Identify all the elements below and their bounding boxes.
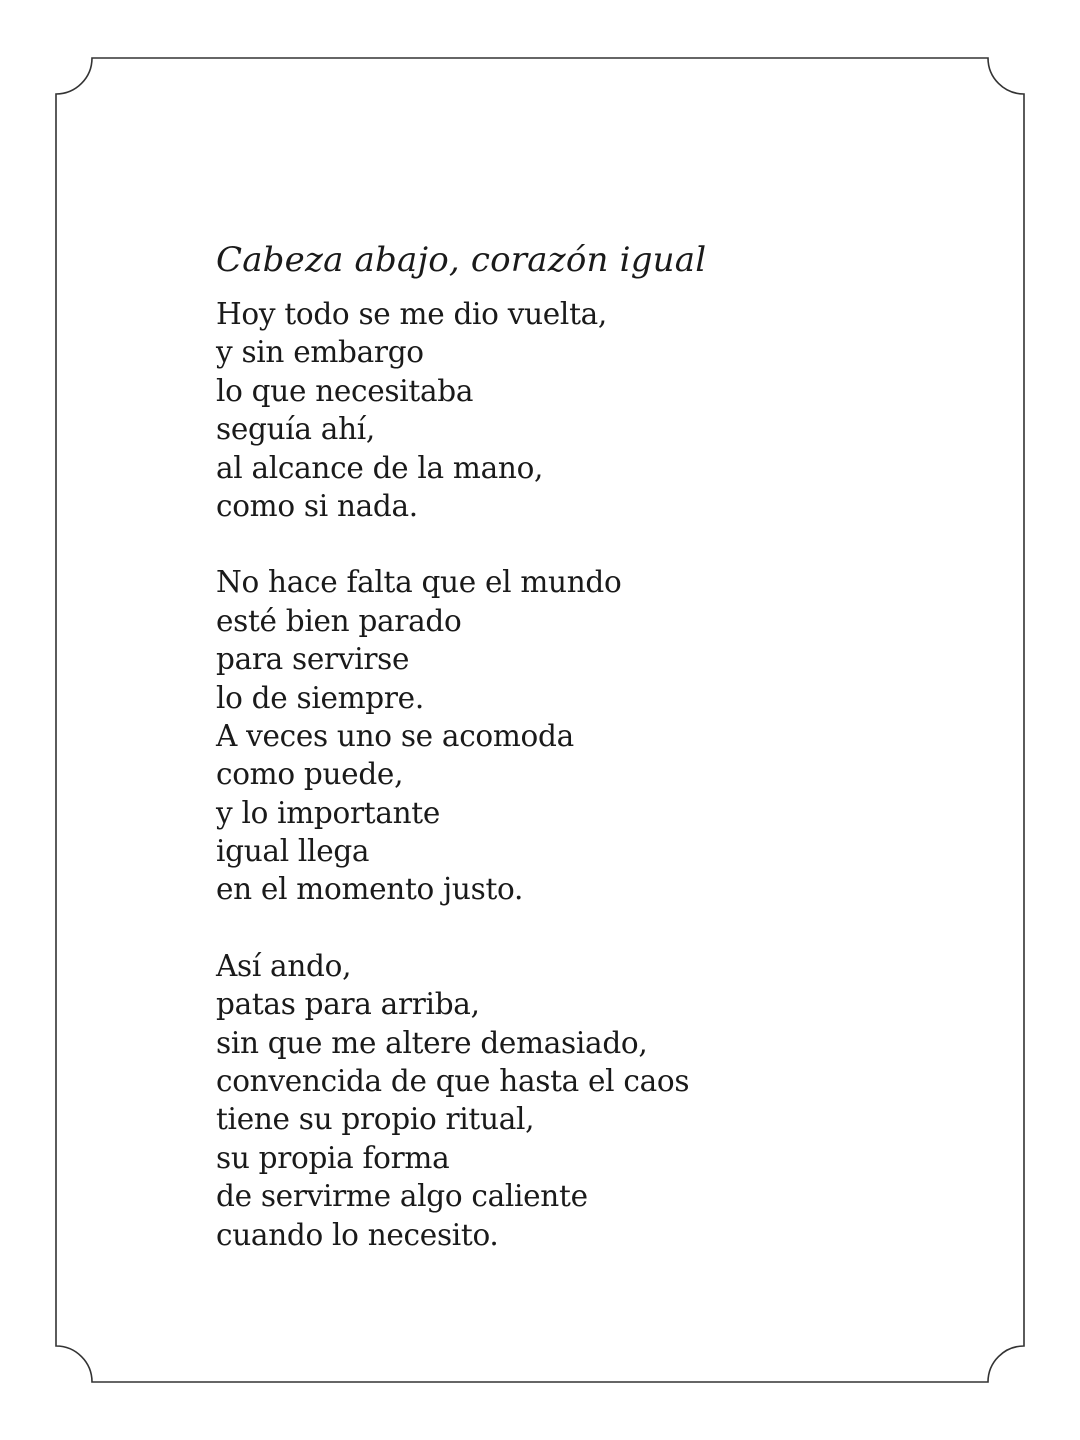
poem-title: Cabeza abajo, corazón igual <box>216 240 707 280</box>
verse-line: Así ando, <box>216 948 352 983</box>
verse-line: de servirme algo caliente <box>216 1179 588 1214</box>
stanza-3 <box>216 947 976 1254</box>
verse-line: sin que me altere demasiado, <box>216 1025 648 1060</box>
verse-line: convencida de que hasta el caos <box>216 1064 690 1099</box>
verse-line: como si nada. <box>216 488 418 523</box>
verse-line: esté bien parado <box>216 603 462 638</box>
stanza-2 <box>216 563 976 909</box>
verse-line: en el momento justo. <box>216 872 524 907</box>
verse-line: seguía ahí, <box>216 412 375 447</box>
verse-line: como puede, <box>216 757 404 792</box>
verse-line: y lo importante <box>216 795 441 830</box>
verse-line: al alcance de la mano, <box>216 450 544 485</box>
verse-line: tiene su propio ritual, <box>216 1102 535 1137</box>
poem <box>216 236 976 1292</box>
verse-line: No hace falta que el mundo <box>216 565 622 600</box>
verse-line: cuando lo necesito. <box>216 1217 499 1252</box>
verse-line: A veces uno se acomoda <box>216 718 574 753</box>
verse-line: igual llega <box>216 834 370 869</box>
verse-line: lo que necesitaba <box>216 373 474 408</box>
verse-line: patas para arriba, <box>216 987 480 1022</box>
verse-line: para servirse <box>216 642 410 677</box>
verse-line: y sin embargo <box>216 335 424 370</box>
verse-line: su propia forma <box>216 1140 450 1175</box>
stanza-1 <box>216 295 976 525</box>
verse-line: Hoy todo se me dio vuelta, <box>216 297 607 331</box>
verse-line: lo de siempre. <box>216 680 424 715</box>
